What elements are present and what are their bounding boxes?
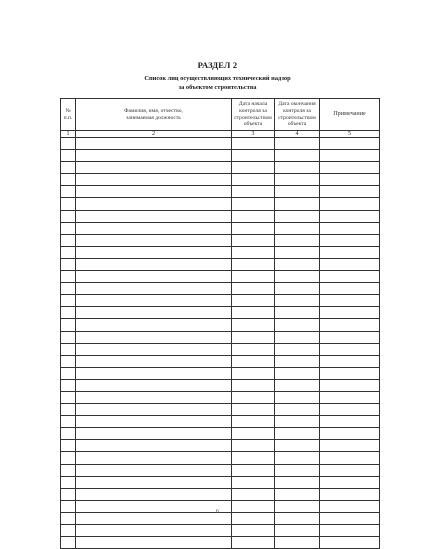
table-row <box>61 367 380 379</box>
table-cell <box>320 319 380 331</box>
table-cell <box>320 343 380 355</box>
table-cell <box>76 162 232 174</box>
table-cell <box>232 537 275 549</box>
subtitle-line: Список лиц осуществляющих технический надзор <box>144 75 291 82</box>
table-row <box>61 319 380 331</box>
table-cell <box>275 198 320 210</box>
table-cell <box>320 138 380 150</box>
table-cell <box>61 416 76 428</box>
table-cell <box>76 404 232 416</box>
table-cell <box>61 391 76 403</box>
table-row <box>61 198 380 210</box>
table-cell <box>275 174 320 186</box>
table-cell <box>232 367 275 379</box>
table-cell <box>320 488 380 500</box>
table-cell <box>232 186 275 198</box>
table-cell <box>76 416 232 428</box>
table-cell <box>320 198 380 210</box>
table-cell <box>320 452 380 464</box>
table-cell <box>232 404 275 416</box>
table-cell <box>76 307 232 319</box>
table-cell <box>76 355 232 367</box>
column-number-row <box>61 131 380 138</box>
table-cell <box>275 222 320 234</box>
header-end-date: Дата окончания контроля за строительством объекта <box>275 99 320 131</box>
table-cell <box>61 452 76 464</box>
table-header-row <box>61 99 380 131</box>
table-cell <box>76 488 232 500</box>
table-cell <box>320 416 380 428</box>
header-number: № п.п. <box>61 99 76 131</box>
table-cell <box>61 162 76 174</box>
table-cell <box>320 174 380 186</box>
table-cell <box>61 186 76 198</box>
table-cell <box>76 525 232 537</box>
table-cell <box>61 234 76 246</box>
page-number: 6 <box>215 508 220 515</box>
table-cell <box>232 488 275 500</box>
supervisors-table <box>60 98 380 549</box>
column-number: 1 <box>61 131 76 138</box>
table-cell <box>320 210 380 222</box>
table-cell <box>61 476 76 488</box>
table-cell <box>61 210 76 222</box>
table-cell <box>76 283 232 295</box>
table-cell <box>275 283 320 295</box>
table-cell <box>61 355 76 367</box>
table-row <box>61 331 380 343</box>
table-cell <box>61 246 76 258</box>
table-cell <box>61 537 76 549</box>
table-cell <box>76 246 232 258</box>
table-cell <box>232 464 275 476</box>
table-cell <box>232 234 275 246</box>
table-subtitle <box>0 74 435 92</box>
table-cell <box>232 174 275 186</box>
table-cell <box>76 537 232 549</box>
table-cell <box>275 476 320 488</box>
table-cell <box>76 271 232 283</box>
table-cell <box>320 476 380 488</box>
table-cell <box>61 428 76 440</box>
table-cell <box>275 452 320 464</box>
table-cell <box>76 440 232 452</box>
table-cell <box>232 440 275 452</box>
table-cell <box>232 525 275 537</box>
table-cell <box>232 222 275 234</box>
table-cell <box>76 210 232 222</box>
table-cell <box>61 404 76 416</box>
column-number: 5 <box>320 131 380 138</box>
table-cell <box>61 307 76 319</box>
table-cell <box>76 186 232 198</box>
table-row <box>61 271 380 283</box>
table-cell <box>232 331 275 343</box>
table-cell <box>275 440 320 452</box>
table-cell <box>76 367 232 379</box>
column-number: 4 <box>275 131 320 138</box>
table-row <box>61 416 380 428</box>
table-cell <box>320 234 380 246</box>
subtitle-line: за объектом строительства <box>178 84 257 91</box>
table-cell <box>232 391 275 403</box>
table-row <box>61 174 380 186</box>
table-row <box>61 428 380 440</box>
table-cell <box>61 464 76 476</box>
table-cell <box>275 295 320 307</box>
table-cell <box>232 258 275 270</box>
table-cell <box>232 210 275 222</box>
table-row <box>61 355 380 367</box>
table-cell <box>232 307 275 319</box>
table-row <box>61 283 380 295</box>
table-cell <box>61 198 76 210</box>
table-cell <box>232 476 275 488</box>
table-row <box>61 379 380 391</box>
table-cell <box>61 138 76 150</box>
table-cell <box>76 464 232 476</box>
table-row <box>61 138 380 150</box>
table-cell <box>76 198 232 210</box>
table-cell <box>275 355 320 367</box>
table-cell <box>275 150 320 162</box>
table-cell <box>320 367 380 379</box>
table-cell <box>76 379 232 391</box>
table-cell <box>76 150 232 162</box>
table-cell <box>61 258 76 270</box>
table-cell <box>275 428 320 440</box>
table-cell <box>232 138 275 150</box>
table-row <box>61 537 380 549</box>
table-cell <box>232 198 275 210</box>
table-cell <box>61 367 76 379</box>
table-cell <box>61 283 76 295</box>
table-cell <box>275 416 320 428</box>
table-cell <box>320 525 380 537</box>
table-cell <box>275 234 320 246</box>
header-start-date: Дата начала контроля за строительством объекта <box>232 99 275 131</box>
table-cell <box>275 162 320 174</box>
table-cell <box>232 271 275 283</box>
table-cell <box>76 295 232 307</box>
table-cell <box>275 525 320 537</box>
column-number: 2 <box>76 131 232 138</box>
table-cell <box>320 537 380 549</box>
table-cell <box>320 162 380 174</box>
table-cell <box>76 234 232 246</box>
table-cell <box>275 537 320 549</box>
table-cell <box>275 367 320 379</box>
table-cell <box>275 464 320 476</box>
table-cell <box>320 391 380 403</box>
table-cell <box>320 258 380 270</box>
table-cell <box>320 222 380 234</box>
table-cell <box>232 150 275 162</box>
table-cell <box>320 295 380 307</box>
table-row <box>61 391 380 403</box>
table-cell <box>76 138 232 150</box>
table-cell <box>232 452 275 464</box>
table-cell <box>232 416 275 428</box>
table-row <box>61 186 380 198</box>
table-cell <box>76 331 232 343</box>
table-cell <box>76 428 232 440</box>
table-cell <box>232 319 275 331</box>
table-cell <box>232 428 275 440</box>
table-cell <box>61 150 76 162</box>
table-cell <box>61 174 76 186</box>
table-cell <box>76 452 232 464</box>
header-note: Примечание <box>320 99 380 131</box>
table-row <box>61 210 380 222</box>
table-cell <box>320 331 380 343</box>
table-cell <box>61 271 76 283</box>
table-cell <box>320 307 380 319</box>
table-cell <box>232 379 275 391</box>
table-cell <box>76 222 232 234</box>
table-row <box>61 246 380 258</box>
table-cell <box>275 488 320 500</box>
table-cell <box>232 283 275 295</box>
table-cell <box>76 476 232 488</box>
table-row <box>61 222 380 234</box>
header-full-name-position: Фамилия, имя, отчество, занимаемая должность <box>76 99 232 131</box>
table-row <box>61 295 380 307</box>
table-cell <box>275 210 320 222</box>
section-title: РАЗДЕЛ 2 <box>197 60 238 70</box>
table-row <box>61 464 380 476</box>
table-cell <box>275 246 320 258</box>
table-cell <box>275 391 320 403</box>
table-cell <box>275 379 320 391</box>
table-row <box>61 258 380 270</box>
table-cell <box>232 246 275 258</box>
table-row <box>61 440 380 452</box>
table-cell <box>61 295 76 307</box>
table-cell <box>61 319 76 331</box>
table-cell <box>320 246 380 258</box>
table-cell <box>61 488 76 500</box>
table-row <box>61 488 380 500</box>
table-row <box>61 234 380 246</box>
table-cell <box>275 258 320 270</box>
table-cell <box>320 464 380 476</box>
table-cell <box>320 404 380 416</box>
table-cell <box>232 355 275 367</box>
table-cell <box>275 404 320 416</box>
table-row <box>61 452 380 464</box>
table-row <box>61 343 380 355</box>
table-row <box>61 162 380 174</box>
table-cell <box>76 258 232 270</box>
table-cell <box>275 138 320 150</box>
table-cell <box>76 391 232 403</box>
table-cell <box>61 525 76 537</box>
table-cell <box>275 343 320 355</box>
table-row <box>61 150 380 162</box>
table-cell <box>320 440 380 452</box>
table-cell <box>61 331 76 343</box>
table-cell <box>320 150 380 162</box>
table-row <box>61 307 380 319</box>
table-cell <box>275 186 320 198</box>
table-cell <box>320 271 380 283</box>
table-cell <box>275 319 320 331</box>
table-cell <box>320 186 380 198</box>
table-cell <box>275 271 320 283</box>
table-cell <box>275 307 320 319</box>
table-cell <box>320 355 380 367</box>
table-cell <box>76 343 232 355</box>
table-cell <box>320 283 380 295</box>
table-cell <box>232 162 275 174</box>
table-row <box>61 525 380 537</box>
table-row <box>61 404 380 416</box>
table-cell <box>232 343 275 355</box>
table-cell <box>61 379 76 391</box>
table-cell <box>76 319 232 331</box>
table-cell <box>76 174 232 186</box>
table-row <box>61 476 380 488</box>
table-cell <box>275 331 320 343</box>
table-cell <box>61 222 76 234</box>
table-cell <box>61 343 76 355</box>
table-cell <box>320 379 380 391</box>
table-cell <box>61 440 76 452</box>
column-number: 3 <box>232 131 275 138</box>
table-cell <box>232 295 275 307</box>
table-cell <box>320 428 380 440</box>
